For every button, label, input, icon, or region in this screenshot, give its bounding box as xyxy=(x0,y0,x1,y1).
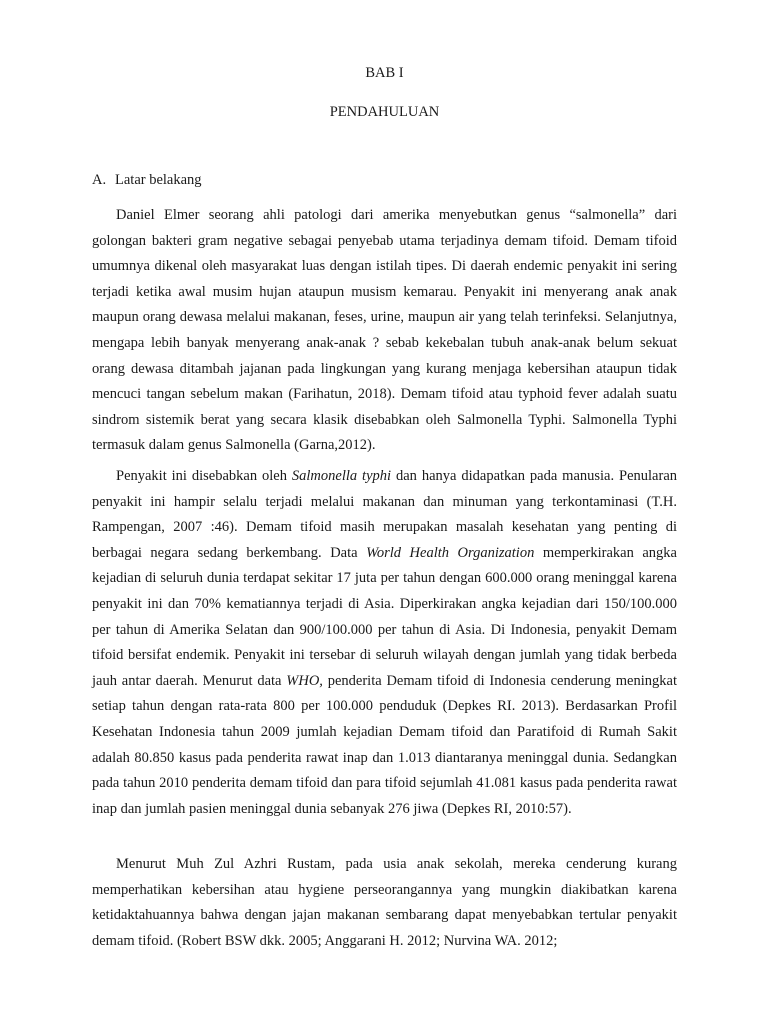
paragraph-text: dan hanya didapatkan pada manusia. Penularan penyakit ini hampir selalu terjadi melalui makanan dan minuman yang terkontaminasi (T.H. Rampengan, 2007 :46). Demam tifoid masih merupakan masalah kesehatan yang penting di berbagai negara sedang berkembang. Data xyxy=(92,468,678,561)
paragraph-text: memperkirakan angka kejadian di seluruh dunia terdapat sekitar 17 juta per tahun dengan 600.000 orang meninggal karena penyakit ini dan 70% kematiannya terjadi di Asia. Diperkirakan angka kejadian dari 150/100.000 per tahun di Amerika Selatan dan 900/100.000 per tahun di Asia. Di Indonesia, penyakit Demam tifoid bersifat endemik. Penyakit ini tersebar di seluruh wilayah dengan jumlah yang tidak berbeda jauh antar daerah. Menurut data xyxy=(92,544,677,689)
chapter-title: PENDAHULUAN xyxy=(329,104,440,120)
paragraph-text: penderita Demam tifoid di Indonesia cenderung meningkat setiap tahun dengan rata-rata 800 per 100.000 penduduk (Depkes RI. 2013). Berdasarkan Profil Kesehatan Indonesia tahun 2009 jumlah kejadian Demam tifoid dan Paratifoid di Rumah Sakit adalah 80.850 kasus pada penderita rawat inap dan 1.013 diantaranya meninggal dunia. Sedangkan pada tahun 2010 penderita demam tifoid dan para tifoid sejumlah 41.081 kasus pada penderita rawat inap dan jumlah pasien meninggal dunia sebanyak 276 jiwa (Depkes RI, 2010:57). xyxy=(92,672,677,817)
chapter-number: BAB I xyxy=(365,65,404,81)
italic-term: WHO, xyxy=(286,672,323,689)
paragraph-2 xyxy=(92,464,677,822)
section-letter: A. xyxy=(92,172,107,188)
section-title: Latar belakang xyxy=(115,172,202,188)
document-page xyxy=(92,0,677,1024)
paragraph-1 xyxy=(92,203,677,459)
paragraph-3 xyxy=(92,852,677,954)
italic-term: Salmonella typhi xyxy=(291,468,392,484)
italic-term: World Health Organization xyxy=(366,544,535,561)
paragraph-text: Daniel Elmer seorang ahli patologi dari amerika menyebutkan genus “salmonella” dari golongan bakteri gram negative sebagai penyebab utama terjadinya demam tifoid. Demam tifoid umumnya dikenal oleh masyarakat luas dengan istilah tipes. Di daerah endemic penyakit ini sering terjadi ketika awal musim hujan ataupun musism kemarau. Penyakit ini menyerang anak anak maupun orang dewasa melalui makanan, feses, urine, maupun air yang telah terinfeksi. Selanjutnya, mengapa lebih banyak menyerang anak-anak ? sebab kekebalan tubuh anak-anak belum sekuat orang dewasa ditambah jajanan pada lingkungan yang kurang menjaga kebersihan ataupun tidak mencuci tangan sebelum makan (Farihatun, 2018). Demam tifoid atau typhoid fever adalah suatu sindrom sistemik berat yang secara klasik disebabkan oleh Salmonella Typhi. Salmonella Typhi termasuk dalam genus Salmonella (Garna,2012). xyxy=(92,207,677,454)
paragraph-text: Menurut Muh Zul Azhri Rustam, pada usia anak sekolah, mereka cenderung kurang memperhatikan kebersihan atau hygiene perseorangannya yang mungkin diakibatkan karena ketidaktahuannya bahwa dengan jajan makanan sembarang dapat menyebabkan tertular penyakit demam tifoid. (Robert BSW dkk. 2005; Anggarani H. 2012; Nurvina WA. 2012; xyxy=(92,856,677,949)
section-heading xyxy=(92,172,202,189)
paragraph-text: Penyakit ini disebabkan oleh xyxy=(116,468,292,484)
